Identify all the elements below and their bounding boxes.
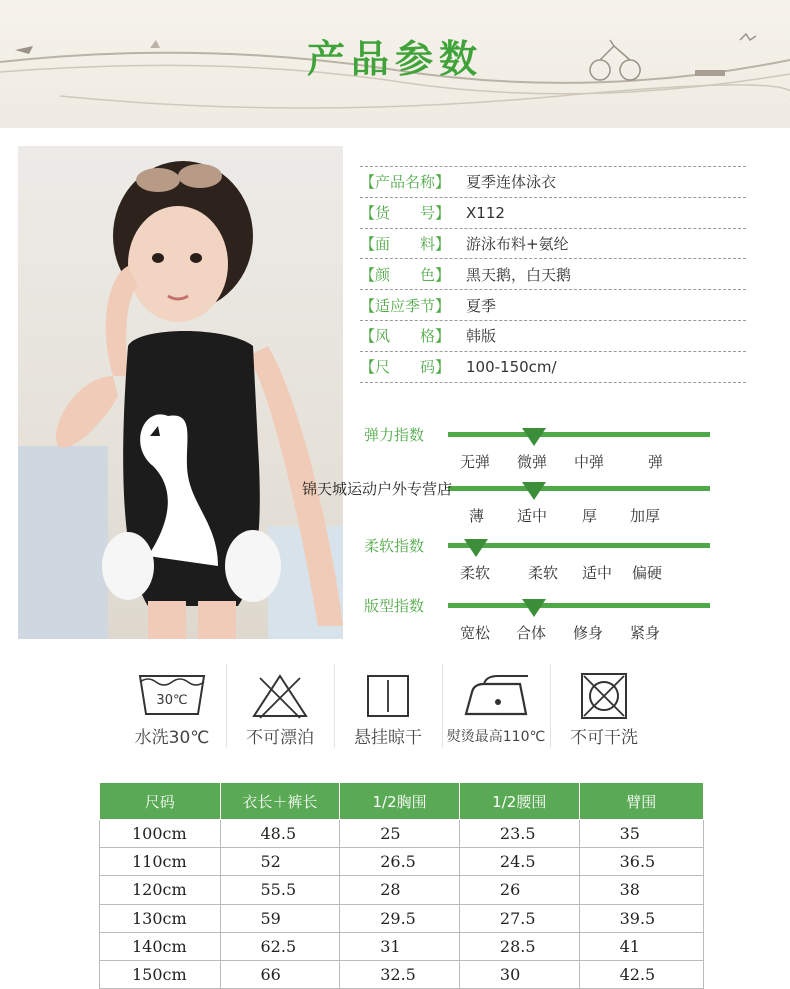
index-option: 偏硬: [632, 564, 663, 582]
column-header: 1/2腰围: [459, 783, 579, 820]
column-header: 臂围: [579, 783, 703, 820]
param-label: 【面 料】: [360, 234, 451, 253]
table-cell: 28.5: [459, 932, 579, 960]
index-option: 加厚: [630, 507, 661, 525]
table-row: [100, 876, 704, 904]
table-cell: 110cm: [100, 848, 221, 876]
column-header: 尺码: [100, 783, 221, 820]
care-item: [226, 660, 334, 752]
table-cell: 27.5: [459, 904, 579, 932]
param-row: [360, 258, 746, 289]
table-cell: 120cm: [100, 876, 221, 904]
no-bleach-icon: [226, 670, 334, 720]
table-cell: 41: [579, 932, 703, 960]
index-marker-icon: [522, 428, 546, 446]
index-label: 弹力指数: [364, 426, 425, 444]
index-option: 柔软: [528, 564, 559, 582]
wash-30-icon: [118, 670, 226, 720]
size-table: [99, 782, 704, 989]
index-marker-icon: [522, 482, 546, 500]
table-cell: 35: [579, 820, 703, 848]
table-cell: 66: [220, 960, 340, 988]
table-row: [100, 848, 704, 876]
care-label: 不可干洗: [570, 728, 638, 748]
param-row: [360, 320, 746, 351]
table-cell: 55.5: [220, 876, 340, 904]
table-cell: 59: [220, 904, 340, 932]
header-banner: [0, 0, 790, 128]
care-item: [550, 660, 658, 752]
index-option: 修身: [573, 624, 604, 642]
product-photo: [18, 146, 343, 639]
store-watermark: 锦天城运动户外专营店: [302, 480, 453, 498]
iron-icon: [442, 670, 550, 720]
index-marker-icon: [522, 599, 546, 617]
girl-swimsuit-image: [18, 146, 343, 639]
column-header: 1/2胸围: [340, 783, 460, 820]
param-value: 韩版: [466, 327, 497, 346]
index-scale-line: [448, 486, 710, 491]
param-row: [360, 351, 746, 383]
index-label: 柔软指数: [364, 537, 425, 555]
table-cell: 24.5: [459, 848, 579, 876]
index-option: 无弹: [460, 453, 491, 471]
hang-dry-icon: [334, 670, 442, 720]
table-cell: 52: [220, 848, 340, 876]
index-scale-line: [448, 432, 710, 437]
table-cell: 23.5: [459, 820, 579, 848]
index-option: 柔软: [460, 564, 491, 582]
table-cell: 28: [340, 876, 460, 904]
index-option: 宽松: [460, 624, 491, 642]
index-option: 适中: [582, 564, 613, 582]
param-label: 【尺 码】: [360, 358, 451, 377]
table-cell: 29.5: [340, 904, 460, 932]
care-label: 悬挂晾干: [354, 728, 422, 748]
table-cell: 36.5: [579, 848, 703, 876]
param-value: 100-150cm/: [466, 357, 557, 376]
index-label: 版型指数: [364, 597, 425, 615]
table-cell: 30: [459, 960, 579, 988]
index-option: 弹: [648, 453, 664, 471]
care-label: 熨烫最高110℃: [446, 729, 546, 745]
index-option: 微弹: [517, 453, 548, 471]
table-cell: 32.5: [340, 960, 460, 988]
param-row: [360, 228, 746, 259]
table-row: [100, 820, 704, 848]
table-cell: 25: [340, 820, 460, 848]
index-option: 紧身: [630, 624, 661, 642]
table-row: [100, 904, 704, 932]
table-cell: 31: [340, 932, 460, 960]
param-value: X112: [466, 203, 505, 222]
table-cell: 130cm: [100, 904, 221, 932]
index-option: 厚: [582, 507, 598, 525]
table-header-row: [100, 783, 704, 820]
table-cell: 39.5: [579, 904, 703, 932]
param-label: 【适应季节】: [360, 296, 451, 315]
param-label: 【风 格】: [360, 327, 451, 346]
table-cell: 26: [459, 876, 579, 904]
table-cell: 48.5: [220, 820, 340, 848]
table-cell: 26.5: [340, 848, 460, 876]
table-row: [100, 932, 704, 960]
page-title: 产品参数: [306, 36, 483, 81]
table-row: [100, 960, 704, 988]
param-row: [360, 166, 746, 197]
param-label: 【货 号】: [360, 204, 451, 223]
index-option: 适中: [517, 507, 548, 525]
index-marker-icon: [464, 539, 488, 557]
table-cell: 38: [579, 876, 703, 904]
product-params: [360, 166, 746, 383]
table-cell: 140cm: [100, 932, 221, 960]
param-row: [360, 197, 746, 228]
param-row: [360, 289, 746, 320]
care-label: 不可漂泊: [246, 728, 314, 748]
param-value: 游泳布料+氨纶: [466, 234, 569, 253]
care-instructions: [118, 660, 660, 752]
table-cell: 150cm: [100, 960, 221, 988]
index-option: 合体: [516, 624, 547, 642]
table-cell: 100cm: [100, 820, 221, 848]
column-header: 衣长＋裤长: [220, 783, 340, 820]
svg-text:30℃: 30℃: [156, 693, 188, 708]
param-label: 【颜 色】: [360, 265, 451, 284]
care-item: [442, 660, 550, 752]
index-option: 薄: [469, 507, 485, 525]
param-value: 夏季: [466, 296, 497, 315]
param-value: 黑天鹅，白天鹅: [466, 265, 572, 284]
care-item: [118, 660, 226, 752]
table-cell: 42.5: [579, 960, 703, 988]
index-scale-line: [448, 603, 710, 608]
index-option: 中弹: [574, 453, 605, 471]
param-label: 【产品名称】: [360, 173, 451, 192]
care-item: [334, 660, 442, 752]
param-value: 夏季连体泳衣: [466, 173, 557, 192]
table-cell: 62.5: [220, 932, 340, 960]
care-label: 水洗30℃: [134, 728, 210, 748]
no-dry-clean-icon: [550, 670, 658, 720]
